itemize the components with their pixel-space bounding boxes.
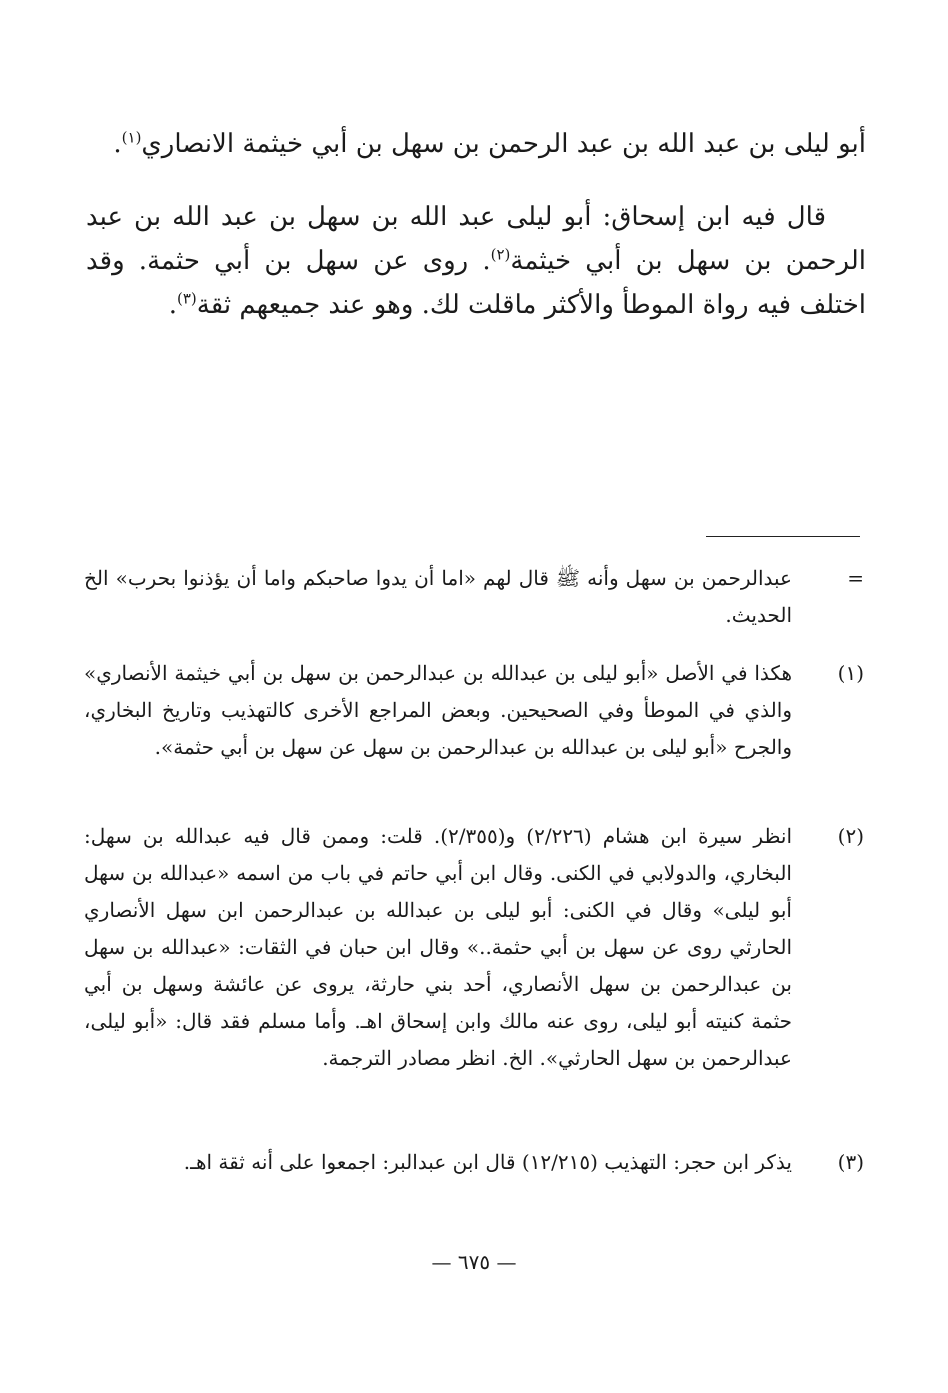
footnote-text: هكذا في الأصل «أبو ليلى بن عبدالله بن عبدالرحمن بن سهل بن أبي خيثمة الأنصاري» والذي في الموطأ وفي الصحيحين. وبعض المراجع الأخرى كالتهذيب وتاريخ البخاري، والجرح «أبو ليلى بن عبدالله بن عبدالرحمن بن سهل عن سهل بن أبي حثمة». [84, 661, 792, 759]
footnote-marker: (١) [837, 661, 864, 685]
footnote-2 [84, 818, 864, 1077]
para-end: . [168, 290, 177, 320]
footnote-ref-3[interactable]: (٣) [177, 289, 197, 308]
para-text-2: . روى عن سهل بن أبي حثمة. وقد اختلف فيه رواة الموطأ والأكثر ماقلت لك. وهو عند جميعهم ثقة [86, 246, 866, 320]
footnote-ref-2[interactable]: (٢) [490, 245, 511, 264]
narrator-heading [86, 122, 866, 166]
footnote-ref-1[interactable]: (١) [121, 128, 142, 147]
page-number: — ٦٧٥ — [431, 1250, 517, 1274]
body-paragraph [86, 195, 866, 327]
heading-end: . [113, 129, 122, 159]
para-text-1: قال فيه ابن إسحاق: أبو ليلى عبد الله بن سهل بن عبد الله بن عبد الرحمن بن سهل بن أبي خيثمة [86, 202, 866, 276]
footnote-continuation [84, 560, 864, 634]
heading-text: أبو ليلى بن عبد الله بن عبد الرحمن بن سهل بن أبي خيثمة الانصاري [141, 129, 866, 159]
continuation-text: عبدالرحمن بن سهل وأنه ﷺ قال لهم «اما أن يدوا صاحبكم واما أن يؤذنوا بحرب» الخ الحديث. [84, 566, 792, 627]
footnote-1 [84, 655, 864, 766]
continuation-marker: = [847, 566, 864, 590]
footnote-text: انظر سيرة ابن هشام (٢/٢٢٦) و(٢/٣٥٥). قلت: وممن قال فيه عبدالله بن سهل: البخاري، والدولابي في الكنى. وقال ابن أبي حاتم في باب من اسمه «عبدالله بن سهل أبو ليلى» وقال في الكنى: أبو ليلى بن عبدالله بن عبدالرحمن ابن سهل الأنصاري الحارثي روى عن سهل بن أبي حثمة..» وقال ابن حبان في الثقات: «عبدالله بن سهل بن عبدالرحمن بن سهل الأنصاري، أحد بني حارثة، يروى عن عائشة وسهل بن أبي حثمة كنيته أبو ليلى، روى عنه مالك وابن إسحاق اهـ. وأما مسلم فقد قال: «أبو ليلى، عبدالرحمن بن سهل الحارثي». الخ. انظر مصادر الترجمة. [84, 824, 792, 1070]
footnote-marker: (٣) [837, 1150, 864, 1174]
footnote-text: يذكر ابن حجر: التهذيب (١٢/٢١٥) قال ابن عبدالبر: اجمعوا على أنه ثقة اهـ. [183, 1150, 792, 1174]
footnote-3 [84, 1144, 864, 1181]
footnote-marker: (٢) [837, 824, 864, 848]
footnote-separator [706, 536, 860, 537]
